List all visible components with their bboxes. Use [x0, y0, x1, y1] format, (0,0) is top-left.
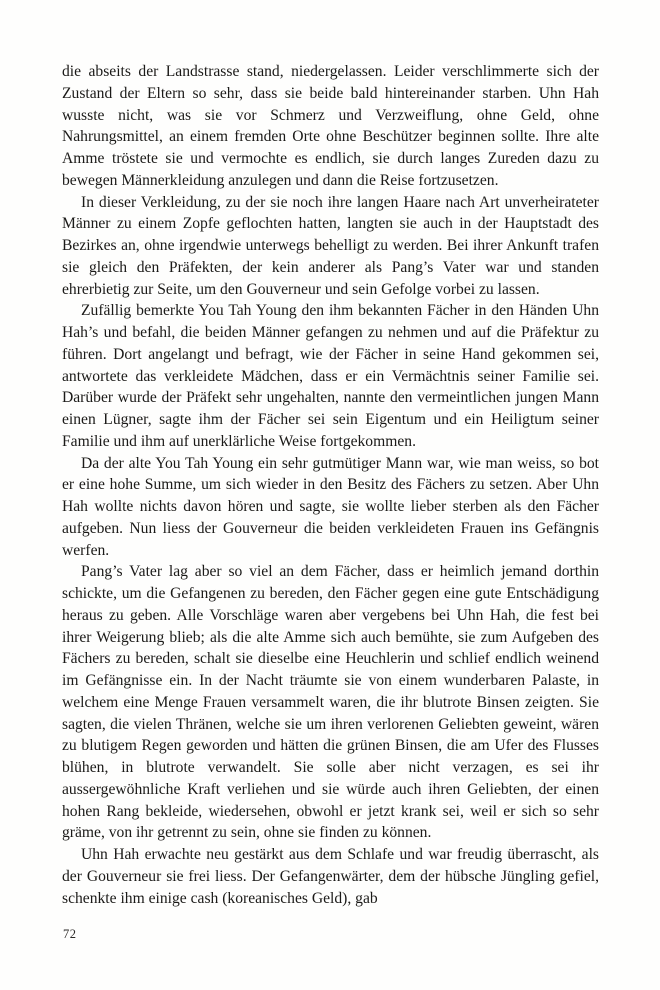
paragraph: Da der alte You Tah Young ein sehr gutmütiger Mann war, wie man weiss, so bot er eine hohe Summe, um sich wieder in den Besitz des Fächers zu setzen. Aber Uhn Hah wollte nichts davon hören und sagte, sie wollte lieber sterben als den Fächer aufgeben. Nun liess der Gouverneur die beiden verkleideten Frauen ins Gefängnis werfen. [62, 454, 599, 559]
paragraph: Pang’s Vater lag aber so viel an dem Fächer, dass er heimlich jemand dorthin schickte, um die Gefangenen zu bereden, den Fächer gegen eine gute Entschädigung heraus zu geben. Alle Vorschläge waren aber vergebens bei Uhn Hah, die fest bei ihrer Weigerung blieb; als die alte Amme sich auch bemühte, sie zum Aufgeben des Fächers zu bereden, schalt sie dieselbe eine Heuchlerin und schlief endlich weinend im Gefängnisse ein. In der Nacht träumte sie von einem wunderbaren Palaste, in welchem eine Menge Frauen versammelt waren, die ihr blutrote Binsen zeigten. Sie sagten, die vielen Thränen, welche sie um ihren verlorenen Geliebten geweint, wären zu blutigem Regen geworden und hätten die grünen Binsen, die am Ufer des Flusses blühen, in blutrote verwandelt. Sie solle aber nicht verzagen, es sei ihr aussergewöhnliche Kraft verliehen und sie würde auch ihren Geliebten, der einen hohen Rang bekleide, wiedersehen, obwohl er jetzt krank sei, weil er sich so sehr gräme, von ihr getrennt zu sein, ohne sie finden zu können. [62, 563, 599, 842]
paragraph: In dieser Verkleidung, zu der sie noch ihre langen Haare nach Art unverheirateter Männer zu einem Zopfe geflochten hatten, langten sie auch in der Hauptstadt des Bezirkes an, ohne irgendwie unterwegs behelligt zu werden. Bei ihrer Ankunft trafen sie gleich den Präfekten, der kein anderer als Pang’s Vater war und standen ehrerbietig zur Seite, um den Gouverneur und sein Gefolge vorbei zu lassen. [62, 193, 599, 298]
page-number: 72 [63, 927, 77, 941]
paragraph: die abseits der Landstrasse stand, niedergelassen. Leider verschlimmerte sich der Zustand der Eltern so sehr, dass sie beide bald hintereinander starben. Uhn Hah wusste nicht, was sie vor Schmerz und Verzweiflung, ohne Geld, ohne Nahrungsmittel, an einem fremden Orte ohne Beschützer beginnen sollte. Ihre alte Amme tröstete sie und vermochte es endlich, sie durch langes Zureden dazu zu bewegen Männerkleidung anzulegen und dann die Reise fortzusetzen. [62, 63, 599, 189]
paragraph: Zufällig bemerkte You Tah Young den ihm bekannten Fächer in den Händen Uhn Hah’s und befahl, die beiden Männer gefangen zu nehmen und auf die Präfektur zu führen. Dort angelangt und befragt, wie der Fächer in seine Hand gekommen sei, antwortete das verkleidete Mädchen, dass er ein Vermächtnis seiner Familie sei. Darüber wurde der Präfekt sehr ungehalten, nannte den vermeintlichen jungen Mann einen Lügner, sagte ihm der Fächer sei sein Eigentum und ein Heiligtum seiner Familie und ihm auf unerklärliche Weise fortgekommen. [62, 302, 599, 450]
text-block [62, 61, 599, 909]
paragraph: Uhn Hah erwachte neu gestärkt aus dem Schlafe und war freudig überrascht, als der Gouverneur sie frei liess. Der Gefangenwärter, dem der hübsche Jüngling gefiel, schenkte ihm einige cash (koreanisches Geld), gab [62, 846, 599, 907]
